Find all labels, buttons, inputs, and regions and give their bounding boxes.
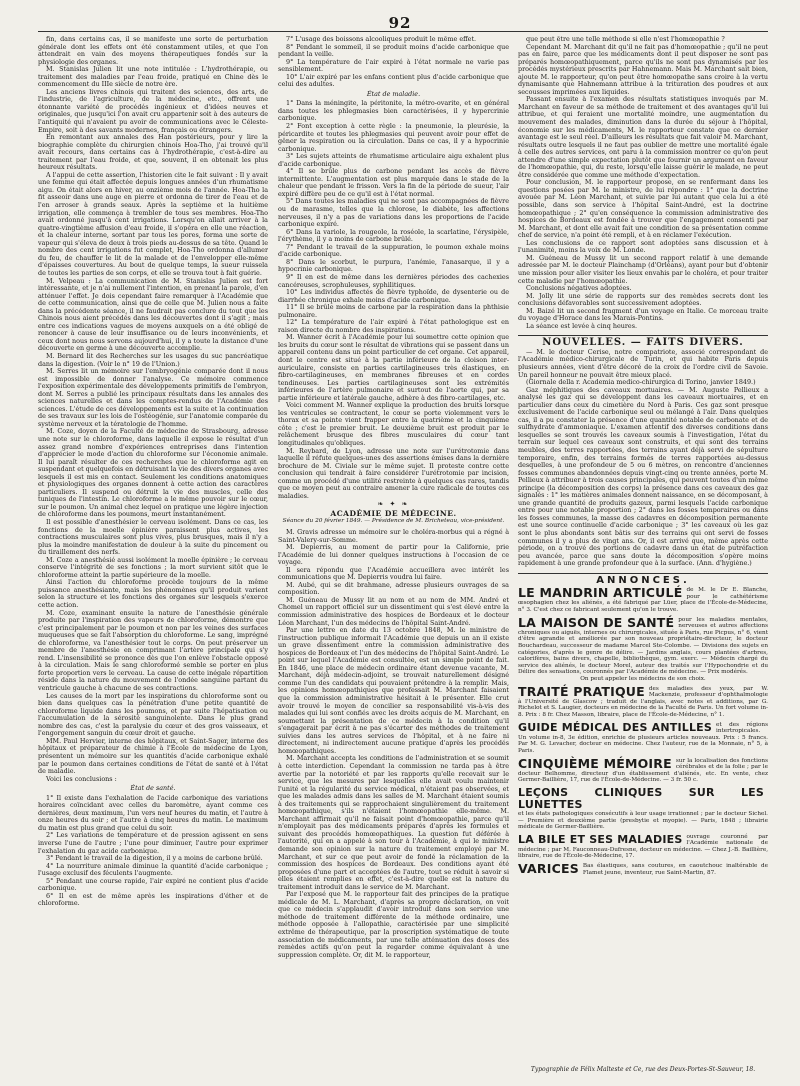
conclusion-item: 10° L'air expiré par les enfans contient plus d'acide carbonique que celui des adultes. — [278, 72, 509, 89]
article-paragraph: La séance est levée à cinq heures. — [526, 321, 638, 330]
column-2 — [278, 36, 509, 1060]
academy-paragraph: Par l'exposé que M. le rapporteur fait des principes de la pratique médicale de M. L. Marchant, d'après sa propre déclaration, on voit que ce médecin s'applaudit d'avoir introduit dans son service une méthode de traitement différente de la méthode ordinaire, une méthode opposée à l'allopathie, caractérisée par une simplicité extrême de thérapeutique, par la proscription systématique de toute association de médicaments, par une telle atténuation des doses des remèdes actifs qu'on peut la regarder comme équivalant à une suppression complète. Or, dit M. le rapporteur, — [278, 890, 509, 959]
advertisement-title: TRAITÉ PRATIQUE — [518, 683, 645, 699]
article-paragraph: M. Serres lit un mémoire sur l'embryogénie comparée dont il nous est impossible de donner l'analyse. Ce mémoire commence l'exposition expérimentale des développements primitifs de l'embryon, dont M. Serres a publié les principaux résultats dans les annales des sciences naturelles et dans les comptes-rendus de l'Académie des sciences. L'étude de ces développements est la suite et la continuation de ses travaux sur les lois de l'ostéogénie, sur l'anatomie comparée du système nerveux et la tératologie de l'homme. — [38, 367, 268, 428]
advertisement — [518, 722, 768, 755]
announcements-title: ANNONCES. — [596, 574, 690, 586]
advertisement — [518, 787, 768, 831]
article-paragraph: 2° Font exception à cette règle : la pneumonie, la pleurésie, la péricardite et toutes les phlegmasies qui peuvent avoir pour effet de gêner la respiration ou la circulation. Dans ce cas, il y a hypocrinie carbonique. — [278, 122, 509, 153]
advertisement-text: ouvrage couronné par l'Académie nationale de médecine ; par M. Fauconneau-Dufresne, docteur en médecine. — Chez J.-B. Baillière, libraire, rue de l'École-de-Médecine, 17. — [518, 833, 768, 860]
news-section-title: NOUVELLES. — FAITS DIVERS. — [542, 337, 744, 349]
advertisement — [518, 834, 768, 860]
article-paragraph: A l'appui de cette assertion, l'historien cite le fait suivant : Il y avait une femme qui était affectée depuis longues années d'un rhumatisme aigu. On était alors en hiver, au onzième mois de l'année. Hoa-Tho la fit asseoir dans une auge en pierre et ordonna de tirer de l'eau et de l'en arroser à grands seaux. Après la septième et la huitième irrigation, elle commença à trembler de tous ses membres. Hoa-Tho avait ordonné jusqu'à cent irrigations. Lorsqu'on allait arriver à la quatre-vingtième affusion d'eau froide, il s'opéra en elle une réaction, et la chaleur interne, sortant par tous les pores, forma une sorte de vapeur qui s'éleva de deux à trois pieds au-dessus de sa tête. Quand le nombre des cent irrigations fut complet, Hoa-Tho ordonna d'allumer du feu, de chauffer le lit de la malade et de l'envelopper elle-même d'épaisses couvertures. Au bout de quelque temps, la sueur ruissela de toutes les parties de son corps, et elle se trouva tout à fait guérie. — [38, 170, 268, 277]
conclusion-item: 1° Il existe dans l'exhalation de l'acide carbonique des variations horaires coïncidant avec celles du baromètre, ayant comme ces dernières, deux maximum, l'un vers neuf heures du matin, et l'autre à onze heures du soir ; et l'autre à cinq heures du matin. Le maximum du matin est plus grand que celui du soir. — [38, 793, 268, 832]
conclusion-item: 6° Il en est de même après les inspirations d'éther et de chloroforme. — [38, 891, 268, 908]
article-paragraph: M. Guéneau de Mussy lit un second rapport relatif à une demande adressée par M. le docteur Plainchamp (d'Orléans), ayant pour but d'obtenir une mission pour aller visiter les lieux envahis par le choléra, et pour traiter cette maladie par l'homœopathie. — [518, 253, 768, 285]
conclusion-item: 2° Les variations de température et de pression agissent en sens inverse l'une de l'autre ; l'une pour diminuer, l'autre pour exprimer l'exhalation du gaz acide carbonique. — [38, 831, 268, 855]
conclusion-item: 3° Pendant le travail de la digestion, il y a moins de carbone brûlé. — [46, 854, 263, 863]
advertisement-text: de M. le Dr E. Blanche, pour le cathétérisme œsophagien chez les aliénés, a été fabriqué par Lüer, place de l'École-de-Médecine, n° 3. C'est chez ce fabricant seulement qu'on le trouve. — [518, 587, 768, 614]
academy-paragraph: Par une lettre en date du 13 octobre 1848, M. le ministre de l'instruction publique informait l'Académie que depuis un an il existe un grave dissentiment entre la commission administrative des hospices de Bordeaux et l'un des médecins de l'hôpital Saint-André. Le point sur lequel l'Académie est consultée, est un simple point de fait. En 1846, une place de médecin ordinaire étant devenue vacante, M. Marchant, déjà médecin-adjoint, se trouvait naturellement désigné comme l'un des candidats qui pouvaient prétendre à la remplir. Mais, les opinions homœopathiques que professait M. Marchant faisaient que la commission administrative hésitait à le présenter. Elle crut avoir trouvé le moyen de concilier sa responsabilité vis-à-vis des malades qui lui sont confiés avec les droits acquis de M. Marchant, en soumettant la présentation de ce médecin à la condition qu'il s'engagerait par écrit à ne pas s'écarter des méthodes de traitement suivies dans les autres services de l'hôpital, et à ne faire ni directement, ni indirectement aucune pratique d'après les procédés homœopathiques. — [278, 626, 509, 755]
advertisement — [518, 755, 768, 784]
conclusion-item: 5° Pendant une course rapide, l'air expiré ne contient plus d'acide carbonique. — [38, 876, 268, 893]
article-paragraph: M. Baizé lit un second fragment d'un voyage en Italie. Ce morceau traite du voyage d'Horace dans les Marais-Pontins. — [518, 306, 768, 323]
article-paragraph: 1° Dans la méningite, la péritonite, la métro-ovarite, et en général dans toutes les phlegmasies bien caractérisées, il y hypercrinie carbonique. — [278, 99, 509, 123]
advertisement — [518, 614, 768, 683]
article-paragraph: Pour conclusion, M. le rapporteur propose, en se renfermant dans les questions posées par M. le ministre, de lui répondre : 1° que la doctrine avouée par M. Léon Marchant, et suivie par lui autant que cela lui a été possible, dans son service à l'hôpital Saint-André, est la doctrine homœopathique ; 2° qu'en conséquence la commission administrative des hospices de Bordeaux est fondée à trouver que l'engagement consenti par M. Marchant, et dont elle avait fait une condition de sa présentation comme chef de service, n'a point été rempli, et à en réclamer l'exécution. — [518, 178, 768, 240]
advertisement-title: VARICES — [518, 861, 579, 877]
article-paragraph: 3° Les sujets atteints de rhumatisme articulaire aigu exhalent plus d'acide carbonique. — [278, 152, 509, 168]
academy-session-line: Séance du 20 février 1849. — Présidence de M. Bricheteau, vice-président. — [282, 518, 505, 525]
article-paragraph: Conclusions négatives adoptées. — [526, 284, 632, 293]
article-paragraph: 12° La température de l'air expiré à l'état pathologique est en raison directe du nombre des inspirations. — [278, 318, 509, 334]
news-rule — [518, 335, 768, 336]
advertisement-title: LEÇONS CLINIQUES SUR LES LUNETTES — [518, 785, 764, 811]
advertisement-title: LE MANDRIN ARTICULÉ — [518, 585, 683, 601]
ornament-divider: ❧ ✦ ❧ — [377, 500, 410, 509]
advertisement — [518, 587, 768, 613]
article-paragraph: M. Wanner écrit à l'Académie pour lui soumettre cette opinion que les bruits du cœur sont le résultat de vibrations qui se passent dans un appareil contenu dans un point particulier de cet organe. Cet appareil, dont le centre est situé à la partie inférieure de la cloison inter-auriculaire, consiste en parties cartilagineuses très élastiques, en fibro-cartilagineuses, en membranes fibreuses et en cordes tendineuses. Les parties cartilagineuses sont les extrémités inférieures de l'artère pulmonaire et surtout de l'aorte qui, par sa partie inférieure et latérale gauche, adhère à des fibro-cartilages, etc. — [278, 333, 509, 402]
article-paragraph: 11° Il se brûle moins de carbone par la respiration dans la phthisie pulmonaire. — [278, 303, 509, 319]
article-paragraph: Les anciens livres chinois qui traitent des sciences, des arts, de l'industrie, de l'agriculture, de la médecine, etc., offrent une étonnante variété de procédés ingénieux et d'idées neuves et originales, que jusqu'ici l'on avait cru appartenir soit à des auteurs de l'antiquité qui n'avaient pu avoir de communications avec le Céleste-Empire, soit à des savants modernes, français ou étrangers. — [38, 87, 268, 134]
header-rule — [38, 31, 768, 32]
article-paragraph: Les conclusions de ce rapport sont adoptées sans discussion et à l'unanimité, moins la voix de M. Londe. — [518, 238, 768, 255]
health-state-subhead: État de santé. — [130, 784, 176, 793]
advertisement-text: des maladies des yeux, par W. Mackenzie, professeur d'ophthalmologie à l'Université de Glascow ; traduit de l'anglais, avec notes et additions, par G. Richelot et S. Laugier, docteurs en médecine de la Faculté de Paris. Un fort volume in-8. Prix : 8 fr. Chez Masson, libraire, place de l'École-de-Médecine, n° 1. — [518, 685, 768, 718]
academy-paragraph: M. Depierris, au moment de partir pour la Californie, prie l'Académie de lui donner quelques instructions à l'occasion de ce voyage. — [278, 543, 509, 567]
column-1 — [38, 36, 268, 1060]
column-3 — [518, 36, 768, 1060]
article-paragraph: Ainsi l'action du chloroforme procède toujours de la même puissance anesthésiante, mais les phénomènes qu'il produit varient selon la structure et les fonctions des organes sur lesquels s'exerce cette action. — [38, 578, 268, 610]
conclusion-item: 4° La nourriture animale diminue la quantité d'acide carbonique ; l'usage exclusif des féculents l'augmente. — [38, 861, 268, 878]
conclusion-item: 8° Pendant le sommeil, il se produit moins d'acide carbonique que pendant la veille. — [278, 42, 509, 59]
article-paragraph: Passant ensuite à l'examen des résultats statistiques invoqués par M. Marchant en faveur de sa méthode de traitement et des avantages qu'il lui attribue, et qui feraient une mortalité moindre, une augmentation du mouvement des malades, diminution dans la durée du séjour à l'hôpital, économie sur les médicaments, M. le rapporteur constate que ce dernier avantage est le seul réel. D'ailleurs les résultats que fait valoir M. Marchant, résultats outre lesquels il ne faut pas oublier de mettre une mortalité égale à celle des autres services, ont paru à la commission montrer ce qu'on peut attendre d'une simple expectation plutôt que fournir un argument en faveur de l'homœopathie, qui, du reste, lorsqu'elle laisse guérir le malade, ne peut être considérée que comme une méthode d'expectation. — [518, 95, 768, 179]
advertisement-text: sur la localisation des fonctions cérébrales et de la folie ; par le docteur Belhomme, directeur d'un établissement d'aliénés, etc. En vente, chez Germer-Baillière, 17, rue de l'École-de-Médecine. — 3 fr. 50 c. — [518, 757, 768, 784]
advertisement-text: et les états pathologiques consécutifs à leur usage irrationnel ; par le docteur Sichel. — Première et deuxième partie (presbytie et myopie). — Paris, 1848 ; librairie médicale de Germer-Baillière. — [518, 810, 768, 831]
advertisement — [518, 683, 768, 719]
advertisement-text: et des régions intertropicales. Un volume in-8, 3e édition, enrichie de plusieurs articles nouveaux. Prix : 5 francs. Par M. G. Levacher, docteur en médecine. Chez l'auteur, rue de la Monnaie, n° 5, à Paris. — [518, 721, 768, 754]
article-paragraph: 9° Il en est de même dans les dernières périodes des cachexies cancéreuses, scrophuleuses, syphilitiques. — [278, 272, 509, 289]
article-paragraph: 6° Dans la variole, la rougeole, la roséole, la scarlatine, l'érysipèle, l'érythème, il y a moins de carbone brûlé. — [278, 227, 509, 244]
advertisement-title: CINQUIÈME MÉMOIRE — [518, 755, 672, 771]
conclusion-item: 9° La température de l'air expiré à l'état normale ne varie pas sensiblement. — [278, 57, 509, 74]
academy-paragraph: M. Marchant accepta les conditions de l'administration et se soumit à cette interdiction. Cependant la commission ne tarda pas à être avertie par la notoriété et par les rapports qu'elle recevait sur le service, que les mesures par lesquelles elle avait voulu maintenir l'unité et la régularité du service médical, n'étaient pas observées, et que les malades admis dans les salles de M. Marchant étaient soumis à des traitements qui se rapprochaient singulièrement du traitement homœopathique, s'ils n'étaient l'homœopathie elle-même. M. Marchant affirmait qu'il ne faisait point d'homœopathie, parce qu'il n'employait pas des médicaments préparés d'après les formules et suivant des procédés homœopathiques. La question fut déférée à l'autorité, qui en a appelé à son tour à l'Académie, à qui le ministre demande son opinion sur la nature du traitement employé par M. Marchant, et sur ce que peut avoir de fondé la réclamation de la commission des hospices de Bordeaux. Des conditions ayant été proposées d'une part et acceptées de l'autre, tout se réduit à savoir si elles étaient remplies en effet, c'est-à-dire quelle est la nature du traitement introduit dans le service de M. Marchant. — [278, 754, 509, 891]
article-paragraph: Il est possible d'anesthésier le cerveau isolément. Dans ce cas, les fonctions de la moelle épinière paraissent plus actives, les contractions musculaires sont plus vives, plus brusques, mais il n'y a plus la moindre manifestation de douleur à la suite du pincement ou du tiraillement des nerfs. — [38, 518, 268, 557]
academy-paragraph: M. Gravis adresse un mémoire sur le choléra-morbus qui a régné à Saint-Valery-sur-Somme. — [278, 528, 509, 544]
article-paragraph: 4° Il se brûle plus de carbone pendant les accès de fièvre intermittente. L'augmentation est plus marquée dans le stade de la chaleur que pendant le frisson. Vers la fin de la période de sueur, l'air expiré diffère peu de ce qu'il est à l'état normal. — [278, 167, 509, 198]
advertisement — [518, 863, 768, 876]
conclusion-item: 7° L'usage des boissons alcooliques produit le même effet. — [286, 36, 477, 43]
article-paragraph: M. Coze, doyen de la Faculté de médecine de Strasbourg, adresse une note sur le chloroforme, dans laquelle il expose le résultat d'un assez grand nombre d'expériences entreprises dans l'intention d'apprécier le mode d'action du chloroforme sur l'économie animale. Il lui paraît résulter de ces recherches que le chloroforme agit en suspendant et quelquefois en détruisant la vie des divers organes avec lesquels il est mis en contact. Seulement les conditions anatomiques et physiologiques des organes donnent à cette action des caractères particuliers. Il suspend ou détruit la vie des muscles, celle des tuniques de l'intestin. Le chloroforme a le même pouvoir sur le cœur, sur le poumon. Un animal chez lequel on pratique une légère injection de chloroforme dans les poumons, meurt instantanément. — [38, 427, 268, 519]
article-paragraph: En remontant aux annales des Han postérieurs, pour y lire la biographie complète du chirurgien chinois Hoa-Tho, j'ai trouvé qu'il avait recours, dans certains cas à l'hydrothérapie, c'est-à-dire au traitement par l'eau froide, et que, souvent, il en obtenait les plus heureux résultats. — [38, 133, 268, 172]
article-paragraph: 8° Dans le scorbut, le purpura, l'anémie, l'anasarque, il y a hypocrinie carbonique. — [278, 257, 509, 274]
academy-section-title: ACADÉMIE DE MÉDECINE. — [330, 508, 457, 518]
printer-footer: Typographie de Félix Malteste et Ce, rue des Deux-Portes-St-Sauveur, 18. — [530, 1066, 756, 1073]
advertisement-text: Bas élastiques, sans coutures, en caoutchouc inaltérable de Flamet jeune, inventeur, rue Saint-Martin, 87. — [582, 863, 768, 876]
article-paragraph: Cependant M. Marchant dit qu'il ne fait pas d'homœopathie ; qu'il ne peut pas en faire, parce que les médicaments dont il peut disposer ne sont pas préparés homœopathiquement, parce qu'ils ne sont pas dynamisés par les procédés mystérieux prescrits par Hahnemann. Mais M. Marchant sait bien, ajoute M. le rapporteur, qu'on peut être homœopathe sans croire à la vertu dynamisante que Hahnemann attribue à la trituration des poudres et aux secousses imprimées aux liquides. — [518, 42, 768, 96]
advertisement-title: LA BILE ET SES MALADIES — [518, 832, 683, 846]
news-paragraph: (Giornale della r. Academia medico-chirurgica di Torino, janvier 1849.) — [526, 378, 756, 387]
news-paragraph: Gaz méphitiques des caveaux mortuaires. — M. Auguste Pellieux a analysé les gaz qui se développent dans les caveaux mortuaires, et en particulier dans ceux du cimetière du Nord à Paris. Ces gaz sont presque exclusivement de l'acide carbonique seul ou mélangé à l'air. Dans quelques cas, il a pu constater la présence d'une quantité notable de carbonate et de sulfhydrate d'ammoniaque. L'examen attentif des diverses conditions dans lesquelles se sont trouvés les caveaux soumis à l'investigation, l'état du terrain sur lequel ces caveaux sont construits, et qui sont des terrains meubles, des terres rapportées, des terrains ayant déjà servi de sépulture temporaire, enfin, des terrains formés de terres rapportées au-dessus desquelles, à une profondeur de 5 ou 6 mètres, on rencontre d'anciennes fosses communes abandonnées depuis vingt-cinq ou trente années, porte M. Pellieux à attribuer à trois causes principales, qui peuvent toutes d'un même principe (la décomposition des corps) la présence dans ces caveaux des gaz signalés : 1° les matières animales donnent naissance, en se décomposant, à une grande quantité de produits gazeux, parmi lesquels l'acide carbonique entre pour une notable proportion ; 2° dans les fosses temporaires ou dans les fosses communes, la masse des cadavres en décomposition permanente est une source continuelle d'acide carbonique ; 3° les caveaux où les gaz sont le plus abondants sont bâtis sur des terrains qui ont servi de fosses communes il y a plus de vingt ans. Or, il est arrivé que, même après cette période, on a trouvé des portions de cadavre dans un état de putréfaction peu avancée, parce que sans doute la décomposition s'opère moins rapidement à une grande profondeur que à la surface. (Ann. d'hygiène.) — [518, 385, 768, 568]
article-paragraph: que peut être une telle méthode si elle n'est l'homœopathie ? — [526, 36, 725, 43]
page-number: 92 — [388, 14, 412, 32]
article-paragraph: M. Bernard lit des Recherches sur les usages du suc pancréatique dans la digestion. (Voir le n° 19 de l'Union.) — [38, 351, 268, 368]
academy-paragraph: M. Guéneau de Mussy lit au nom et au nom de MM. André et Chomel un rapport officiel sur un dissentiment qui s'est élevé entre la commission administrative des hospices de Bordeaux et le docteur Léon Marchant, l'un des médecins de l'hôpital Saint-André. — [278, 595, 509, 627]
article-paragraph: 7° Pendant le travail de la suppuration, le poumon exhale moins d'acide carbonique. — [278, 242, 509, 259]
article-paragraph: fin, dans certains cas, il se manifeste une sorte de perturbation générale dont les effets ont été constamment utiles, et que l'on attendrait en vain des moyens thérapeutiques fondés sur la physiologie des organes. — [38, 36, 268, 66]
academy-paragraph: Il sera répondu que l'Académie accueillera avec intérêt les communications que M. Depierris voudra lui faire. — [278, 565, 509, 582]
academy-paragraph: M. Aubé, qui se dit brahmane, adresse plusieurs ouvrages de sa composition. — [278, 580, 509, 597]
article-paragraph: M. Stanislas Julien lit une note intitulée : L'hydrothérapie, ou traitement des maladies par l'eau froide, pratiqué en Chine dès le commencement du IIIe siècle de notre ère. — [38, 65, 268, 89]
article-paragraph: MM. Paul Hervier, interne des hôpitaux, et Saint-Sager, interne des hôpitaux et préparateur de chimie à l'École de médecine de Lyon, présentent un mémoire sur les quantités d'acide carbonique exhalé par le poumon dans certaines conditions de l'état de santé et à l'état de maladie. — [38, 736, 268, 776]
advertisement-title: LA MAISON DE SANTÉ — [518, 614, 675, 630]
advertisement-text: pour les maladies mentales, nerveuses et autres affections chroniques ou aiguës, internes ou chirurgicales, située à Paris, rue Picpus, n° 6, vient d'être agrandie et améliorée par son nouveau propriétaire-directeur, le docteur Bouchardeau, successeur de madame Marcel Ste-Colombe. — Divisions des sujets en catégories, d'après le genre de délire. — Jardins anglais, cours plantées d'arbres, calorifères, bains divers, chapelle, bibliothèque, gym. exerc. — Médecin chargé du service des aliénés, le docteur Morel, auteur des traités sur l'Hypochondrie et du Délire des sensations, couronnés par l'Académie de médecine. — Prix modérés. — [518, 616, 768, 676]
article-paragraph: M. Reybard, de Lyon, adresse une note sur l'urétrotomie dans laquelle il réfute quelques-unes des assertions émises dans la dernière brochure de M. Civiale sur le même sujet. Il proteste contre cette conclusion qui tendrait à faire considérer l'urétrotomie par incision, comme un procédé d'une utilité restreinte à quelques cas rares, tandis que ce moyen peut au contraire amener la cure radicale de toutes ces maladies. — [278, 446, 509, 500]
article-paragraph: M. Jolly lit une série de rapports sur des remèdes secrets dont les conclusions défavorables sont successivement adoptées. — [518, 291, 768, 308]
advertisement-title: GUIDE MÉDICAL DES ANTILLES — [518, 720, 713, 734]
article-paragraph: M. Velpeau : La communication de M. Stanislas Julien est fort intéressante, et je n'ai nullement l'intention, en prenant la parole, d'en atténuer l'effet. Je dois cependant faire remarquer à l'Académie que de cette communication, ainsi que de celle que M. Julien nous a faite dans la précédente séance, il ne faudrait pas conclure du tout que les Chinois nous aient précédés dans les découvertes dont il s'agit ; mais entre ces indications vagues de moyens auxquels on a été obligé de renoncer à cause de leur insuffisance ou de leurs inconvénients, et ceux dont nous nous servons aujourd'hui, il y a toute la distance d'une découverte en germe à une découverte accomplie. — [38, 276, 268, 353]
article-paragraph: M. Coze, examinant ensuite la nature de l'anesthésie générale produite par l'inspiration des vapeurs de chloroforme, démontre que c'est principalement par le poumon et non par les veines des surfaces muqueuses que se fait l'absorption du chloroforme. Le sang, imprégné de chloroforme, va l'anesthésier tout le corps. On peut préserver un membre de l'anesthésie en comprimant l'artère principale qui s'y rend. L'insensibilité se prononce dès que l'on enlève l'obstacle opposé à la circulation. Mais le sang chloroformé semble se porter en plus forte proportion vers le cerveau. La cause de cette inégale répartition réside dans la nature du mouvement de l'ondée sanguine partant du ventricule gauche à chacune de ses contractions. — [38, 608, 268, 693]
article-paragraph: 5° Dans toutes les maladies qui ne sont pas accompagnées de fièvre ou de marasme, telles que la chlorose, le diabète, les affections nerveuses, il n'y a pas de variations dans les proportions de l'acide carbonique expiré. — [278, 197, 509, 229]
article-paragraph: 10° Les individus affectés de fièvre typhoïde, de dysenterie ou de diarrhée chronique exhale moins d'acide carbonique. — [278, 288, 509, 304]
advertisement-note: On peut appeler les médecins de son choix. — [580, 676, 706, 682]
article-paragraph: Les causes de la mort par les inspirations du chloroforme sont ou bien dans quelques cas la pénétration d'une petite quantité de chloroforme liquide dans les poumons, et par suite l'hépatisation ou l'accumulation de la sérosité sanguinolente. Dans le plus grand nombre des cas, c'est la paralysie du cœur et des gros vaisseaux, et l'engorgement sanguin du cœur droit et gauche. — [38, 691, 268, 738]
disease-state-subhead: État de maladie. — [366, 89, 421, 98]
news-paragraph: — M. le docteur Cerise, notre compatriote, associé correspondant de l'Académie médico-chirurgicale de Turin, et qui habite Paris depuis plusieurs années, vient d'être décoré de la croix de l'ordre civil de Savoie. Un pareil honneur ne pouvait être mieux placé. — [518, 347, 768, 379]
article-paragraph: M. Coze a anesthésié aussi isolément la moelle épinière ; le cerveau conserve l'intégrité de ses fonctions ; la mort survient sitôt que le chloroforme atteint la partie supérieure de la moelle. — [38, 555, 268, 579]
announce-rule — [518, 573, 768, 574]
article-paragraph: Voici comment M. Wanner explique la production des bruits lorsque les ventricules se contractent, le cœur se porte violemment vers le thorax et sa pointe vient frapper entre la quatrième et la cinquième côte ; c'est le premier bruit. Le deuxième bruit est produit par le relâchement brusque des fibres musculaires du cœur tant longitudinales qu'obliques. — [278, 401, 509, 447]
article-paragraph: Voici les conclusions : — [46, 774, 117, 783]
